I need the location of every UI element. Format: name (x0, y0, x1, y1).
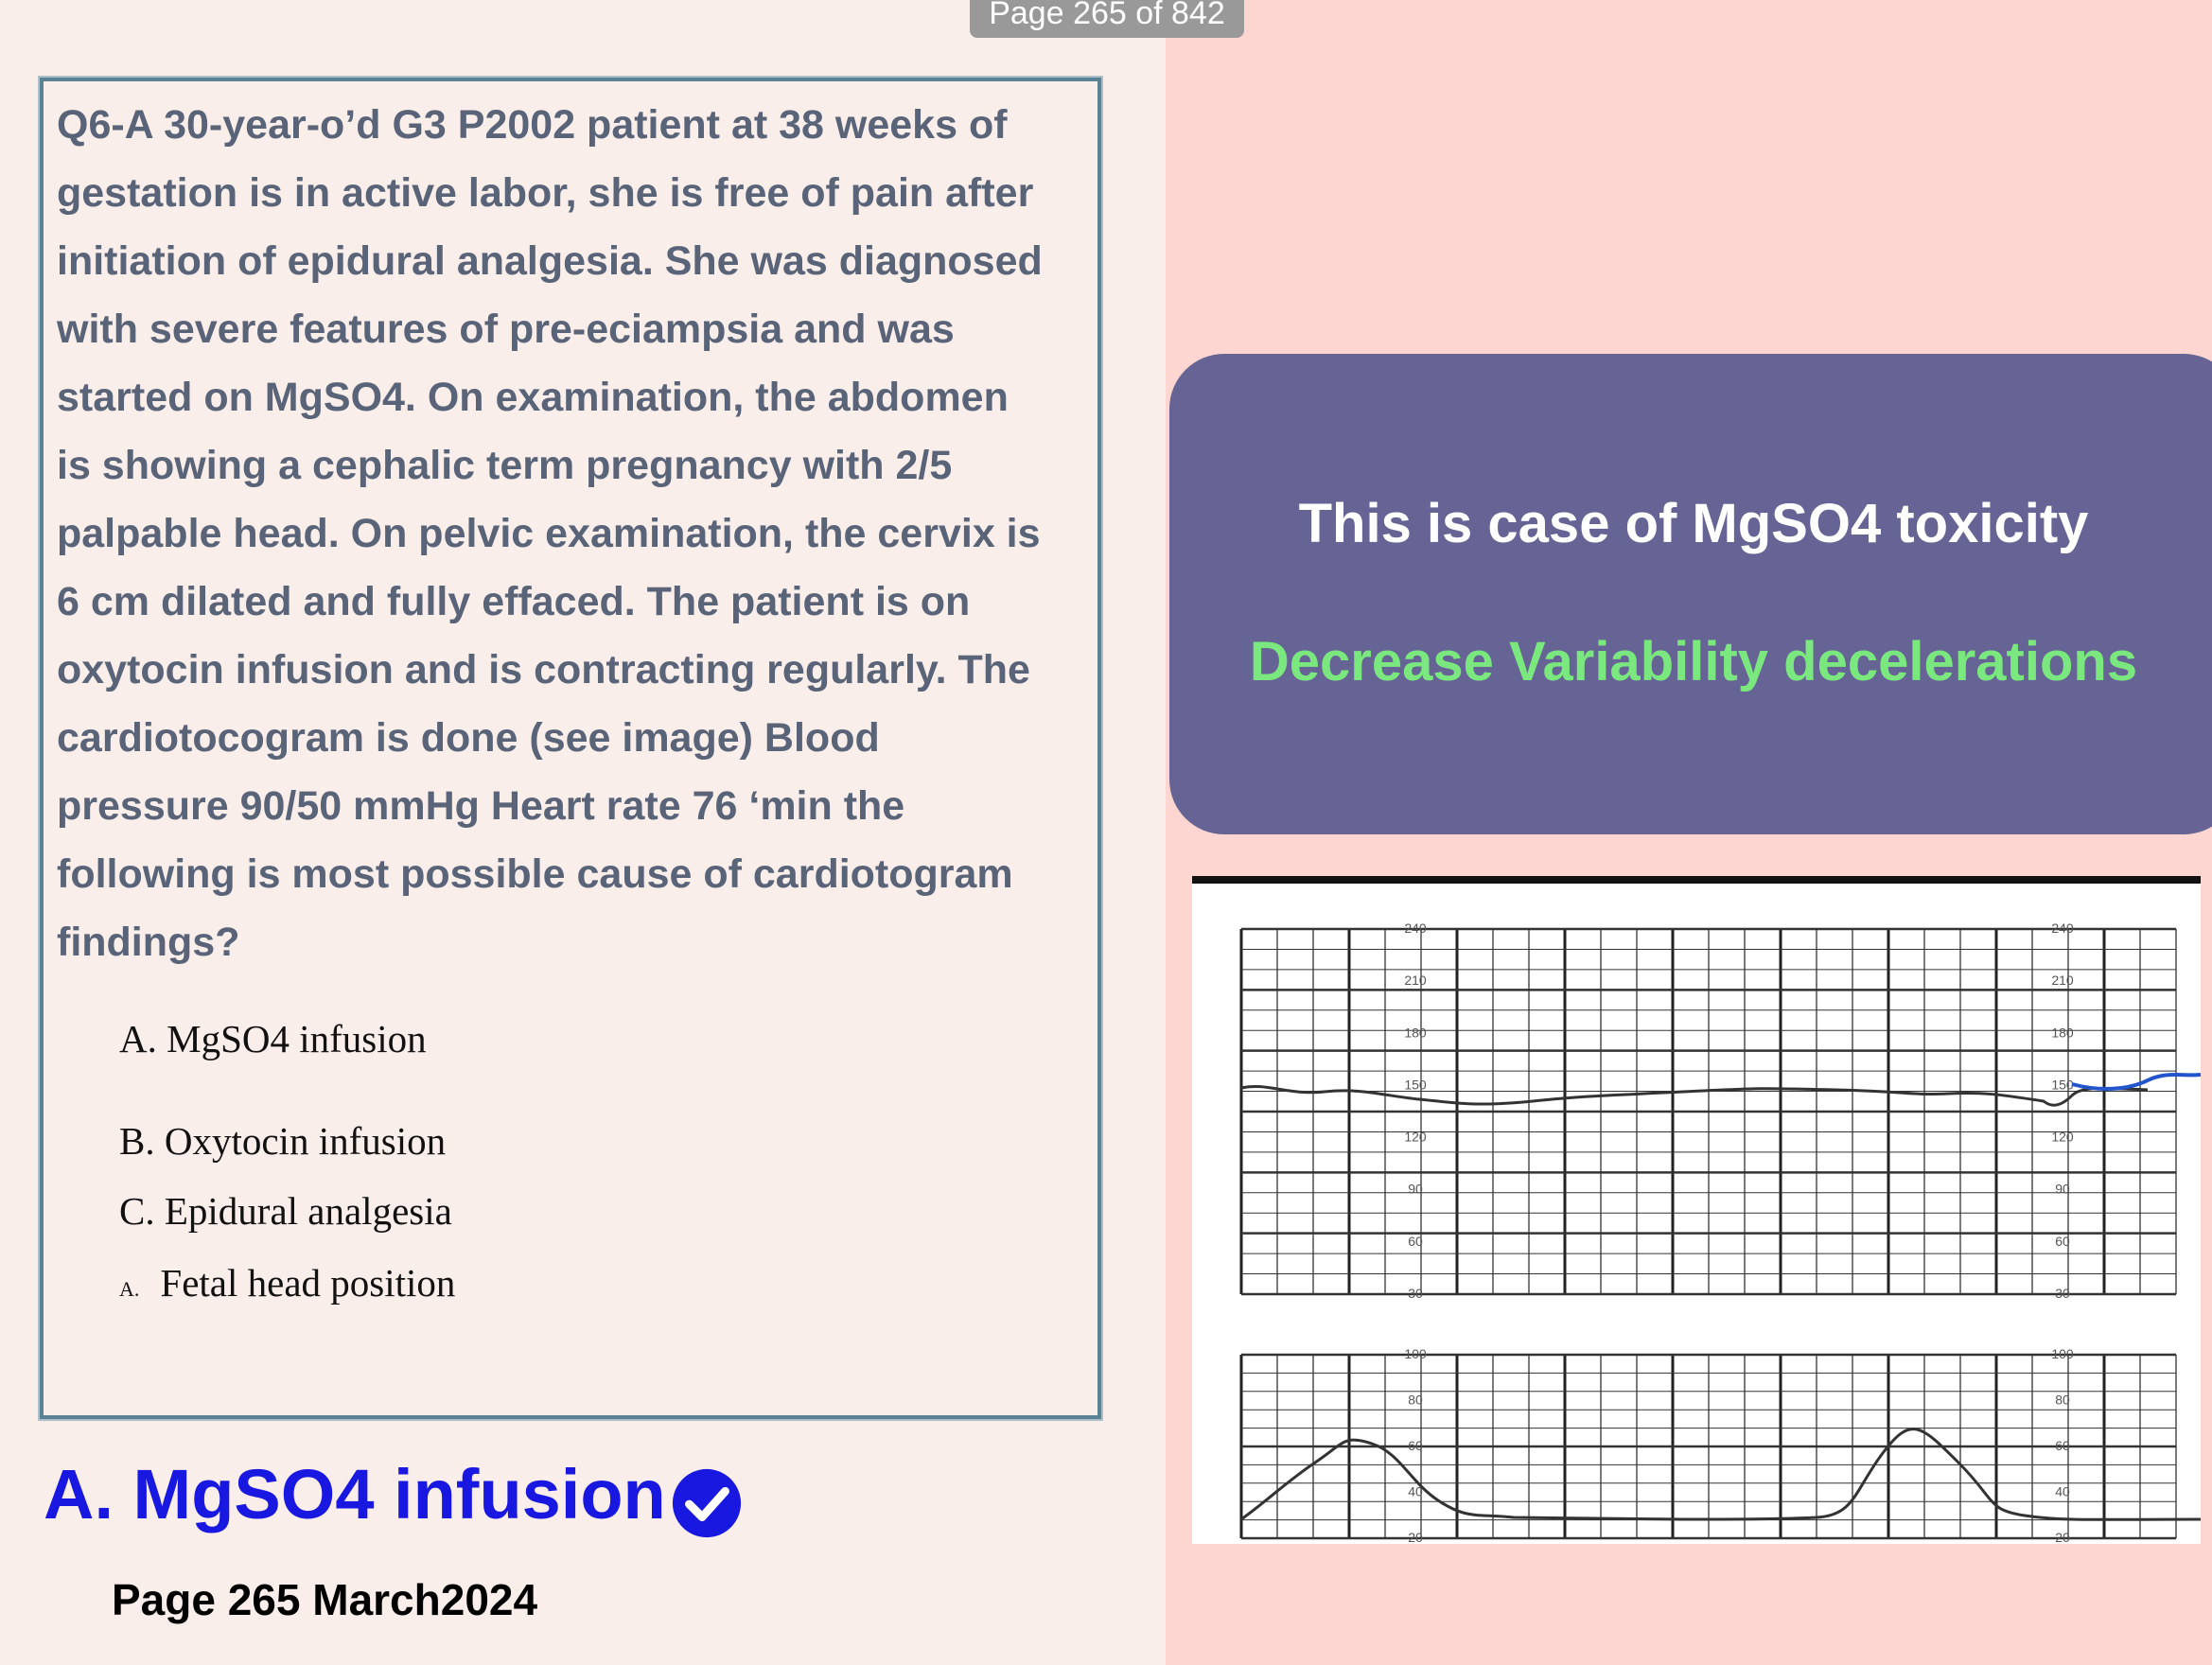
explanation-card (1169, 354, 2212, 834)
option-letter: B. (119, 1119, 155, 1163)
fhr-scale-label: 90 (1408, 1181, 1423, 1197)
toco-scale-label: 100 (1404, 1346, 1427, 1361)
fhr-scale-label: 150 (1404, 1077, 1427, 1093)
correct-answer (44, 1447, 744, 1540)
toco-scale-label: 80 (1408, 1392, 1423, 1408)
explanation-title: This is case of MgSO4 toxicity (1298, 493, 2089, 554)
option-a (119, 1016, 427, 1061)
fhr-scale-label: 60 (1408, 1233, 1423, 1249)
toco-scale-label: 40 (1408, 1483, 1423, 1499)
fhr-scale-label: 210 (2051, 973, 2074, 989)
toco-scale-label: 40 (2055, 1483, 2070, 1499)
question-line: Q6-A 30-year-o’d G3 P2002 patient at 38 weeks of (57, 102, 1008, 148)
option-letter: A. (119, 1277, 140, 1301)
question-line: gestation is in active labor, she is free of pain after (57, 170, 1034, 216)
page-footer: Page 265 March2024 (112, 1575, 538, 1624)
toco-scale-label: 60 (2055, 1438, 2070, 1453)
option-letter: A. (119, 1017, 157, 1060)
fhr-scale-label: 30 (1408, 1286, 1423, 1301)
option-text: Epidural analgesia (164, 1189, 452, 1233)
fhr-scale-label: 90 (2055, 1181, 2070, 1197)
fhr-scale-label: 180 (1404, 1025, 1427, 1041)
fhr-scale-label: 60 (2055, 1233, 2070, 1249)
option-text: Fetal head position (160, 1261, 456, 1305)
question-line: initiation of epidural analgesia. She was diagnosed (57, 238, 1043, 284)
question-line: following is most possible cause of cardiotogram (57, 851, 1013, 897)
question-line: started on MgSO4. On examination, the abdomen (57, 375, 1009, 420)
question-line: cardiotocogram is done (see image) Blood (57, 715, 880, 761)
page-indicator: Page 265 of 842 (970, 0, 1244, 38)
fhr-scale-label: 30 (2055, 1286, 2070, 1301)
toco-scale-label: 60 (1408, 1438, 1423, 1453)
option-text: MgSO4 infusion (167, 1017, 427, 1060)
option-b (119, 1118, 446, 1164)
toco-scale-label: 20 (1408, 1530, 1423, 1544)
question-line: palpable head. On pelvic examination, the cervix is (57, 511, 1041, 556)
option-c (119, 1188, 452, 1234)
option-d (119, 1260, 455, 1306)
question-line: oxytocin infusion and is contracting regularly. The (57, 647, 1030, 692)
question-line: is showing a cephalic term pregnancy with 2/5 (57, 443, 953, 488)
explanation-subtitle: Decrease Variability decelerations (1249, 631, 2138, 692)
check-circle-icon (670, 1466, 744, 1540)
fhr-scale-label: 150 (2051, 1077, 2074, 1093)
question-line: pressure 90/50 mmHg Heart rate 76 ‘min the (57, 783, 905, 829)
option-text: Oxytocin infusion (164, 1119, 447, 1163)
fhr-scale-label: 120 (2051, 1129, 2074, 1145)
fhr-scale-label: 240 (1404, 920, 1427, 936)
question-line: 6 cm dilated and fully effaced. The patient is on (57, 579, 971, 624)
fhr-scale-label: 210 (1404, 973, 1427, 989)
question-line: with severe features of pre-eciampsia and was (57, 307, 955, 352)
question-text (57, 91, 1097, 976)
toco-scale-label: 20 (2055, 1530, 2070, 1544)
ctg-image (1192, 876, 2201, 1544)
fhr-scale-label: 180 (2051, 1025, 2074, 1041)
toco-scale-label: 100 (2051, 1346, 2074, 1361)
cardiotocogram-trace (1192, 876, 2201, 1544)
toco-scale-label: 80 (2055, 1392, 2070, 1408)
question-line: findings? (57, 920, 240, 965)
fhr-scale-label: 120 (1404, 1129, 1427, 1145)
correct-answer-text: A. MgSO4 infusion (44, 1454, 666, 1534)
option-letter: C. (119, 1189, 155, 1233)
fhr-scale-label: 240 (2051, 920, 2074, 936)
